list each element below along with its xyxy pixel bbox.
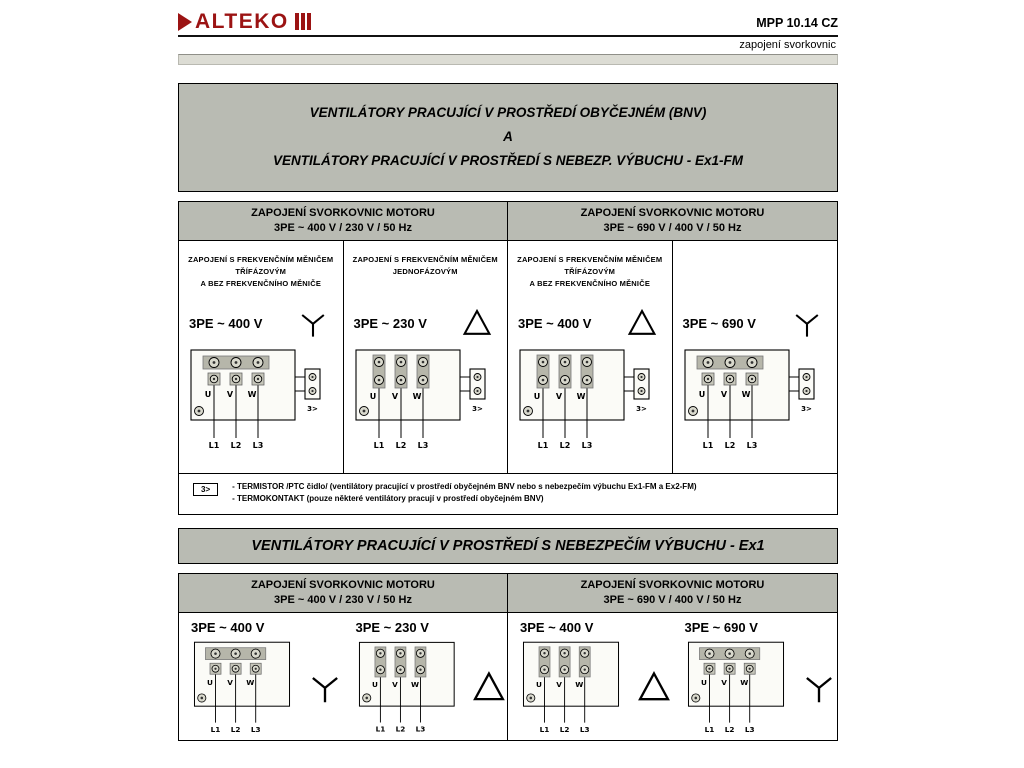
terminal-label-l3: L3 xyxy=(744,724,755,734)
header-title: ZAPOJENÍ SVORKOVNIC MOTORU xyxy=(580,207,765,219)
delta-connection-icon xyxy=(626,307,658,339)
voltage-label: 3PE ~ 400 V xyxy=(189,315,263,331)
wiring-cell-400v-star xyxy=(179,241,344,473)
alteko-logo xyxy=(178,11,311,32)
voltage-label: 3PE ~ 230 V xyxy=(353,315,427,331)
motor-terminal-header-left xyxy=(179,574,508,613)
section1-title-line3: VENTILÁTORY PRACUJÍCÍ V PROSTŘEDÍ S NEBEZP. VÝBUCHU - Ex1-FM xyxy=(272,153,744,168)
footnote-line-1: - TERMISTOR /PTC čidlo/ (ventilátory pracující v prostředí obyčejném BNV nebo s nebezpečím výbuchu Ex1-FM a Ex2-FM) xyxy=(232,482,697,491)
cell-notes xyxy=(181,243,341,303)
masthead xyxy=(178,0,838,32)
terminal-label-l3: L3 xyxy=(746,441,757,450)
terminal-label-u: U xyxy=(700,677,707,687)
terminal-label-u: U xyxy=(369,392,376,401)
wiring-cell-400v-delta xyxy=(508,613,673,740)
terminal-label-l2: L2 xyxy=(559,441,571,450)
terminal-label-w: W xyxy=(576,392,586,401)
note-line: TŘÍFÁZOVÝM xyxy=(235,267,287,276)
note-line: ZAPOJENÍ S FREKVENČNÍM MĚNIČEM xyxy=(352,255,498,264)
terminal-diagram-star xyxy=(683,637,789,737)
terminal-diagram-delta xyxy=(350,347,496,451)
terminal-label-l2: L2 xyxy=(559,724,570,734)
header-title: ZAPOJENÍ SVORKOVNIC MOTORU xyxy=(580,578,765,591)
terminal-label-l3: L3 xyxy=(579,724,590,734)
terminal-label-l2: L2 xyxy=(230,441,242,450)
terminal-label-w: W xyxy=(739,677,748,687)
delta-connection-icon xyxy=(471,669,507,705)
terminal-label-l3: L3 xyxy=(417,441,428,450)
terminal-label-l3: L3 xyxy=(415,724,425,734)
terminal-diagram-delta xyxy=(514,347,660,451)
motor-terminal-header-right xyxy=(508,202,837,241)
terminal-label-v: V xyxy=(391,679,398,689)
terminal-label-l2: L2 xyxy=(724,724,734,734)
terminal-diagram-star xyxy=(189,637,295,737)
terminal-label-w: W xyxy=(575,679,584,689)
terminal-label-l2: L2 xyxy=(395,724,405,734)
terminal-label-l1: L1 xyxy=(704,724,714,734)
terminal-label-l2: L2 xyxy=(395,441,406,450)
section1-title-box xyxy=(178,83,838,192)
section1-title-line2: A xyxy=(503,129,513,144)
wiring-cell-230v-delta xyxy=(344,613,509,740)
voltage-label: 3PE ~ 400 V xyxy=(520,619,594,635)
note-line: ZAPOJENÍ S FREKVENČNÍM MĚNIČEM xyxy=(517,255,663,264)
star-connection-icon xyxy=(297,307,329,339)
star-connection-icon xyxy=(307,669,343,705)
terminal-diagram-delta xyxy=(518,637,624,737)
section1-title-line1: VENTILÁTORY PRACUJÍCÍ V PROSTŘEDÍ OBYČEJNÉM (BNV) xyxy=(309,105,707,120)
terminal-label-l3: L3 xyxy=(250,724,261,734)
voltage-label: 3PE ~ 230 V xyxy=(355,619,429,635)
section1-wiring-table xyxy=(178,201,838,515)
logo-triangle-icon xyxy=(178,13,192,31)
delta-connection-icon xyxy=(461,307,493,339)
terminal-label-v: V xyxy=(556,679,562,689)
terminal-label-w: W xyxy=(741,390,750,399)
thermistor-marker: 3> xyxy=(307,405,318,413)
terminal-label-l3: L3 xyxy=(252,441,264,450)
terminal-diagram-star xyxy=(185,347,331,451)
terminal-label-l2: L2 xyxy=(230,724,241,734)
note-line: A BEZ FREKVENČNÍHO MĚNIČE xyxy=(200,279,322,288)
wiring-cell-690v-star xyxy=(673,241,838,473)
note-line: TŘÍFÁZOVÝM xyxy=(564,267,616,276)
voltage-label: 3PE ~ 400 V xyxy=(518,315,592,331)
section2-title: VENTILÁTORY PRACUJÍCÍ V PROSTŘEDÍ S NEBEZPEČÍM VÝBUCHU - Ex1 xyxy=(178,528,838,564)
terminal-label-v: V xyxy=(227,677,233,687)
terminal-label-l3: L3 xyxy=(581,441,593,450)
thermistor-marker: 3> xyxy=(636,405,647,413)
terminal-label-v: V xyxy=(555,392,563,401)
terminal-label-u: U xyxy=(533,392,541,401)
star-connection-icon xyxy=(791,307,823,339)
terminal-label-u: U xyxy=(204,390,212,399)
terminal-label-v: V xyxy=(226,390,234,399)
voltage-label: 3PE ~ 690 V xyxy=(682,315,756,331)
note-line: JEDNOFÁZOVÝM xyxy=(392,267,458,276)
terminal-label-w: W xyxy=(246,677,255,687)
cell-notes xyxy=(346,243,506,303)
terminal-label-v: V xyxy=(720,677,727,687)
terminal-label-l1: L1 xyxy=(702,441,713,450)
wiring-cell-690v-star xyxy=(673,613,838,740)
terminal-label-u: U xyxy=(536,679,542,689)
terminal-label-l1: L1 xyxy=(375,724,385,734)
thermistor-footnote xyxy=(179,473,837,514)
note-line: A BEZ FREKVENČNÍHO MĚNIČE xyxy=(529,279,651,288)
page-subtitle: zapojení svorkovnic xyxy=(739,39,836,51)
terminal-label-v: V xyxy=(391,392,398,401)
header-voltage: 3PE ~ 690 V / 400 V / 50 Hz xyxy=(603,222,742,234)
terminal-label-u: U xyxy=(698,390,705,399)
terminal-label-l1: L1 xyxy=(539,724,550,734)
terminal-label-l1: L1 xyxy=(373,441,384,450)
note-line: ZAPOJENÍ S FREKVENČNÍM MĚNIČEM xyxy=(188,255,334,264)
header-gray-bar xyxy=(178,54,838,65)
terminal-diagram-delta xyxy=(354,637,460,737)
terminal-label-l2: L2 xyxy=(724,441,735,450)
terminal-label-l1: L1 xyxy=(537,441,549,450)
thermistor-marker: 3> xyxy=(471,405,483,413)
delta-connection-icon xyxy=(636,669,672,705)
header-title: ZAPOJENÍ SVORKOVNIC MOTORU xyxy=(251,207,435,219)
voltage-label: 3PE ~ 690 V xyxy=(684,619,758,635)
section2-wiring-table xyxy=(178,573,838,741)
header-voltage: 3PE ~ 400 V / 230 V / 50 Hz xyxy=(274,593,412,606)
header-voltage: 3PE ~ 400 V / 230 V / 50 Hz xyxy=(274,222,412,234)
voltage-label: 3PE ~ 400 V xyxy=(191,619,265,635)
header-voltage: 3PE ~ 690 V / 400 V / 50 Hz xyxy=(603,593,742,606)
terminal-label-w: W xyxy=(412,392,421,401)
wiring-cell-400v-delta xyxy=(508,241,673,473)
terminal-label-w: W xyxy=(410,679,419,689)
terminal-label-v: V xyxy=(720,390,727,399)
logo-text: ALTEKO xyxy=(195,10,289,33)
wiring-cell-400v-star xyxy=(179,613,344,740)
motor-terminal-header-right xyxy=(508,574,837,613)
logo-bars-icon xyxy=(295,13,311,30)
terminal-label-u: U xyxy=(371,679,378,689)
terminal-label-l1: L1 xyxy=(208,441,220,450)
thermistor-marker: 3> xyxy=(800,405,812,413)
footnote-marker: 3> xyxy=(193,483,218,496)
terminal-label-u: U xyxy=(207,677,213,687)
motor-terminal-header-left xyxy=(179,202,508,241)
terminal-label-l1: L1 xyxy=(210,724,221,734)
wiring-cell-230v-delta xyxy=(344,241,509,473)
terminal-label-w: W xyxy=(247,390,257,399)
cell-notes xyxy=(510,243,670,303)
footnote-line-2: - TERMOKONTAKT (pouze některé ventilátory pracují v prostředí obyčejném BNV) xyxy=(232,494,544,504)
star-connection-icon xyxy=(801,669,837,705)
terminal-diagram-star xyxy=(679,347,825,451)
doc-code: MPP 10.14 CZ xyxy=(756,16,838,30)
header-title: ZAPOJENÍ SVORKOVNIC MOTORU xyxy=(251,578,435,591)
cell-notes xyxy=(675,243,836,303)
